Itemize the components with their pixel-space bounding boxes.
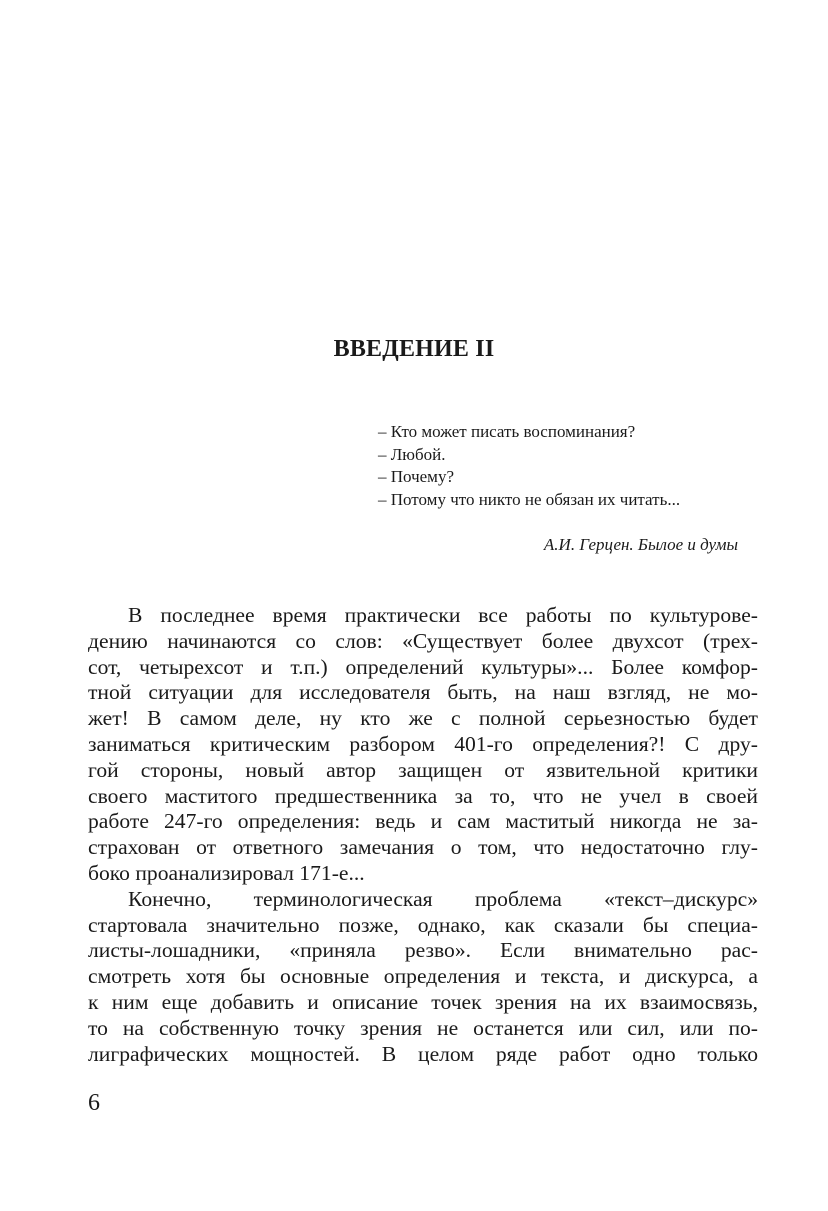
body-text — [88, 603, 758, 1067]
epigraph — [378, 421, 758, 511]
paragraph-1-line: боко проанализировал 171-е... — [88, 860, 365, 885]
paragraph-2-line: стартовала значительно позже, однако, как сказали бы специа- — [88, 912, 758, 937]
epigraph-line: – Почему? — [378, 467, 454, 486]
epigraph-attribution: А.И. Герцен. Былое и думы — [543, 535, 738, 554]
paragraph-1-line: страхован от ответного замечания о том, что недостаточно глу- — [88, 835, 758, 860]
paragraph-2-line: смотреть хотя бы основные определения и текста, и дискурса, а — [88, 964, 758, 989]
paragraph-1-line: сот, четырехсот и т.п.) определений культуры»... Более комфор- — [88, 654, 758, 679]
paragraph-1-line: своего маститого предшественника за то, что не учел в своей — [88, 783, 758, 808]
paragraph-2-line: Конечно, терминологическая проблема «текст–дискурс» — [128, 886, 758, 911]
paragraph-2-line: то на собственную точку зрения не останется или сил, или по- — [88, 1015, 758, 1040]
page-number: 6 — [88, 1090, 100, 1116]
paragraph-1-line: гой стороны, новый автор защищен от язвительной критики — [88, 757, 758, 782]
paragraph-1-line: дению начинаются со слов: «Существует более двухсот (трех- — [88, 628, 758, 653]
paragraph-1-line: В последнее время практически все работы по культурове- — [128, 603, 758, 627]
epigraph-line: – Кто может писать воспоминания? — [378, 422, 636, 441]
epigraph-line: – Любой. — [378, 444, 446, 464]
paragraph-1-line: заниматься критическим разбором 401-го определения?! С дру- — [88, 731, 758, 756]
paragraph-2-line: листы-лошадники, «приняла резво». Если внимательно рас- — [88, 938, 758, 963]
chapter-title: ВВЕДЕНИЕ II — [333, 336, 495, 362]
paragraph-2-line: лиграфических мощностей. В целом ряде работ одно только — [88, 1041, 758, 1066]
paragraph-1-line: работе 247-го определения: ведь и сам маститый никогда не за- — [88, 809, 758, 834]
paragraph-2-line: к ним еще добавить и описание точек зрения на их взаимосвязь, — [88, 989, 758, 1014]
epigraph-line: – Потому что никто не обязан их читать... — [378, 489, 681, 509]
paragraph-1-line: тной ситуации для исследователя быть, на наш взгляд, не мо- — [88, 680, 758, 705]
paragraph-1-line: жет! В самом деле, ну кто же с полной серьезностью будет — [88, 706, 758, 731]
